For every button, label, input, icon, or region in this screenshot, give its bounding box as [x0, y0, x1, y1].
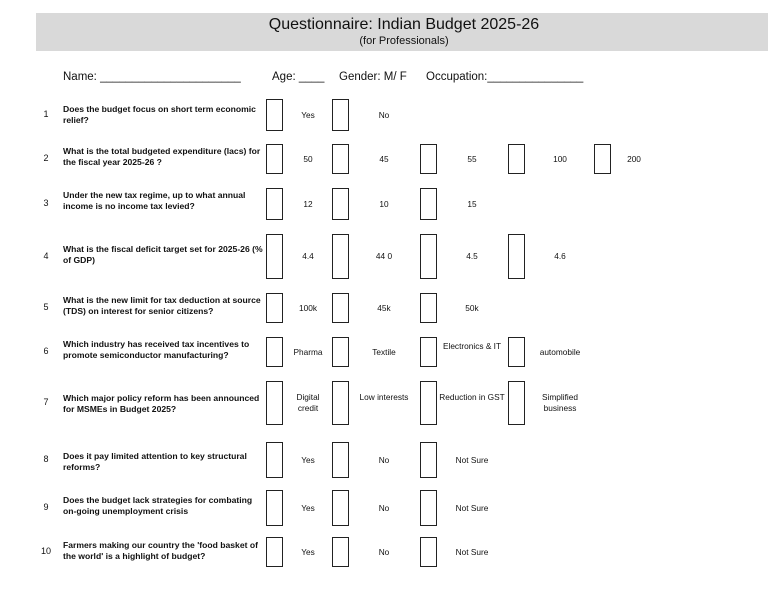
question-text: Under the new tax regime, up to what annual income is no income tax levied?: [63, 190, 246, 211]
answer-option-label: Yes: [301, 502, 315, 513]
question-text: Which major policy reform has been announced for MSMEs in Budget 2025?: [63, 393, 260, 414]
gender-field[interactable]: Gender: M/ F: [339, 71, 407, 83]
answer-checkbox[interactable]: [266, 337, 283, 367]
answer-option-label: Yes: [301, 109, 315, 120]
question-text: Does the budget lack strategies for combating on-going unemployment crisis: [63, 495, 253, 516]
answer-checkbox[interactable]: [332, 144, 349, 174]
answer-option-label: 200: [627, 153, 641, 164]
answer-checkbox[interactable]: [420, 234, 437, 279]
answer-option-label: 45: [379, 153, 389, 164]
question-number: 4: [43, 250, 49, 261]
answer-option-label: Electronics & IT: [442, 341, 502, 351]
answer-option-label: Not Sure: [455, 502, 489, 513]
answer-checkbox[interactable]: [332, 442, 349, 478]
answer-checkbox[interactable]: [332, 337, 349, 367]
question-text: Does it pay limited attention to key structural reforms?: [63, 451, 247, 472]
answer-option-label: Not Sure: [455, 546, 489, 557]
answer-checkbox[interactable]: [420, 381, 437, 425]
answer-checkbox[interactable]: [508, 234, 525, 279]
answer-option-label: 100: [553, 153, 567, 164]
question-number: 8: [43, 454, 49, 464]
answer-checkbox[interactable]: [420, 144, 437, 174]
answer-option-label: Not Sure: [455, 454, 489, 465]
answer-option-label: 45k: [377, 302, 391, 313]
answer-option-label: No: [378, 109, 390, 120]
answer-option-label: 50: [303, 153, 313, 164]
answer-checkbox[interactable]: [508, 337, 525, 367]
answer-option-label: automobile: [539, 346, 581, 357]
page-subtitle: (for Professionals): [359, 35, 449, 47]
answer-option-label: No: [378, 502, 390, 513]
answer-option-label: 44 0: [375, 251, 393, 261]
answer-option-label: 4.5: [466, 251, 478, 261]
answer-option-label: Yes: [301, 454, 315, 465]
answer-option-label: 10: [379, 198, 389, 209]
answer-checkbox[interactable]: [420, 490, 437, 526]
answer-option-label: No: [378, 454, 390, 465]
header-banner: [36, 13, 768, 51]
answer-checkbox[interactable]: [266, 381, 283, 425]
occupation-field[interactable]: Occupation:_______________: [426, 71, 584, 83]
question-number: 6: [43, 346, 49, 356]
answer-option-label: Pharma: [293, 346, 323, 357]
question-text: Which industry has received tax incentives to promote semiconductor manufacturing?: [63, 339, 250, 360]
answer-checkbox[interactable]: [420, 337, 437, 367]
answer-option-label: 4.4: [302, 251, 314, 261]
answer-option-label: Digital credit: [296, 392, 320, 413]
answer-option-label: Textile: [372, 346, 396, 357]
question-text: What is the fiscal deficit target set for 2025-26 (% of GDP): [63, 244, 263, 265]
answer-option-label: 15: [467, 198, 477, 209]
question-number: 10: [40, 546, 51, 556]
question-number: 1: [43, 109, 49, 119]
page-title: Questionnaire: Indian Budget 2025-26: [268, 16, 540, 33]
question-number: 2: [43, 153, 49, 163]
question-text: What is the new limit for tax deduction at source (TDS) on interest for senior citizens?: [63, 295, 261, 316]
answer-checkbox[interactable]: [266, 99, 283, 131]
answer-checkbox[interactable]: [266, 293, 283, 323]
answer-checkbox[interactable]: [266, 537, 283, 567]
answer-checkbox[interactable]: [332, 234, 349, 279]
age-field[interactable]: Age: ____: [272, 71, 325, 83]
question-text: What is the total budgeted expenditure (lacs) for the fiscal year 2025-26 ?: [63, 146, 261, 167]
answer-option-label: Low interests: [359, 392, 409, 402]
answer-checkbox[interactable]: [420, 537, 437, 567]
answer-option-label: 50k: [465, 302, 479, 313]
answer-checkbox[interactable]: [332, 188, 349, 220]
answer-checkbox[interactable]: [332, 490, 349, 526]
answer-option-label: 55: [467, 153, 477, 164]
answer-option-label: Simplified business: [542, 392, 578, 413]
answer-checkbox[interactable]: [508, 381, 525, 425]
answer-checkbox[interactable]: [332, 381, 349, 425]
answer-option-label: No: [378, 546, 390, 557]
answer-option-label: 100k: [299, 302, 317, 313]
answer-checkbox[interactable]: [332, 99, 349, 131]
answer-option-label: 12: [303, 198, 313, 209]
answer-checkbox[interactable]: [332, 537, 349, 567]
question-number: 5: [43, 302, 49, 312]
question-text: Does the budget focus on short term economic relief?: [63, 104, 256, 125]
answer-option-label: Yes: [301, 546, 315, 557]
answer-checkbox[interactable]: [594, 144, 611, 174]
name-field[interactable]: Name: ______________________: [63, 71, 241, 83]
answer-checkbox[interactable]: [266, 234, 283, 279]
question-number: 9: [43, 502, 49, 512]
question-text: Farmers making our country the 'food basket of the world' is a highlight of budget?: [63, 540, 258, 561]
answer-checkbox[interactable]: [332, 293, 349, 323]
question-number: 3: [43, 198, 49, 208]
answer-checkbox[interactable]: [420, 442, 437, 478]
answer-checkbox[interactable]: [266, 144, 283, 174]
answer-checkbox[interactable]: [420, 293, 437, 323]
answer-option-label: 4.6: [554, 251, 566, 261]
answer-checkbox[interactable]: [266, 188, 283, 220]
question-number: 7: [43, 397, 49, 407]
answer-checkbox[interactable]: [266, 442, 283, 478]
answer-checkbox[interactable]: [266, 490, 283, 526]
answer-checkbox[interactable]: [508, 144, 525, 174]
answer-checkbox[interactable]: [420, 188, 437, 220]
answer-option-label: Reduction in GST: [439, 392, 505, 402]
